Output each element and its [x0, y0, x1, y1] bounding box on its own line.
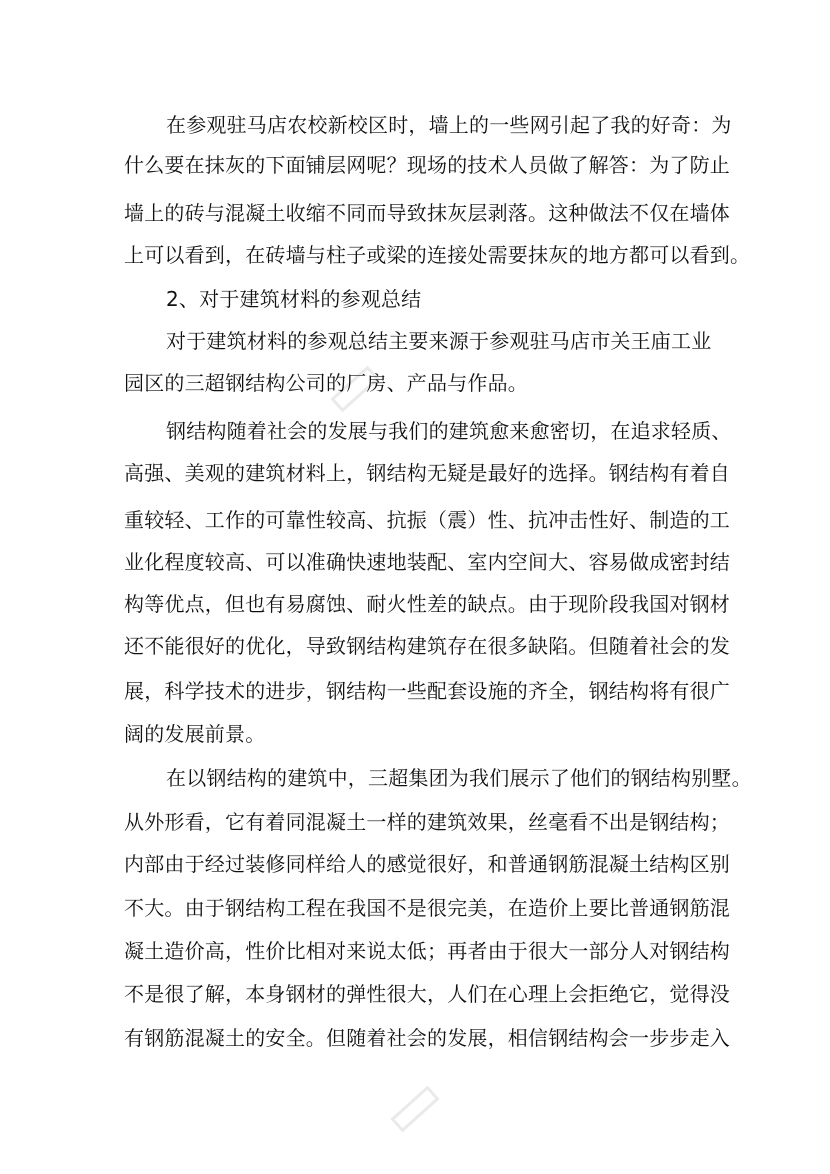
paragraph-4-line-4: 不大。由于钢结构工程在我国不是很完美，在造价上要比普通钢筋混	[124, 896, 730, 920]
paragraph-3-line-6: 还不能很好的优化，导致钢结构建筑存在很多缺陷。但随着社会的发	[124, 634, 730, 658]
paragraph-3-line-5: 构等优点，但也有易腐蚀、耐火性差的缺点。由于现阶段我国对钢材	[124, 592, 730, 616]
paragraph-1-line-4: 上可以看到，在砖墙与柱子或梁的连接处需要抹灰的地方都可以看到。	[124, 243, 751, 267]
paragraph-4-line-1: 在以钢结构的建筑中，三超集团为我们展示了他们的钢结构别墅。	[166, 766, 752, 790]
watermark-bottom	[390, 1086, 439, 1133]
paragraph-3-line-8: 阔的发展前景。	[124, 722, 266, 746]
section-heading: 2、对于建筑材料的参观总结	[166, 287, 422, 311]
paragraph-4-line-5: 凝土造价高，性价比相对来说太低；再者由于很大一部分人对钢结构	[124, 939, 730, 963]
paragraph-1-line-3: 墙上的砖与混凝土收缩不同而导致抹灰层剥落。这种做法不仅在墙体	[124, 201, 730, 225]
paragraph-1-line-2: 什么要在抹灰的下面铺层网呢？现场的技术人员做了解答：为了防止	[124, 153, 730, 177]
paragraph-2-line-2: 园区的三超钢结构公司的厂房、产品与作品。	[124, 371, 528, 395]
paragraph-4-line-6: 不是很了解，本身钢材的弹性很大，人们在心理上会拒绝它，觉得没	[124, 982, 730, 1006]
paragraph-4-line-2: 从外形看，它有着同混凝土一样的建筑效果，丝毫看不出是钢结构；	[124, 810, 730, 834]
paragraph-3-line-7: 展，科学技术的进步，钢结构一些配套设施的齐全，钢结构将有很广	[124, 679, 730, 703]
paragraph-4-line-7: 有钢筋混凝土的安全。但随着社会的发展，相信钢结构会一步步走入	[124, 1026, 730, 1050]
paragraph-2-line-1: 对于建筑材料的参观总结主要来源于参观驻马店市关王庙工业	[166, 329, 712, 353]
paragraph-1-line-1: 在参观驻马店农校新校区时，墙上的一些网引起了我的好奇：为	[166, 113, 732, 137]
paragraph-3-line-4: 业化程度较高、可以准确快速地装配、室内空间大、容易做成密封结	[124, 550, 730, 574]
paragraph-4-line-3: 内部由于经过装修同样给人的感觉很好，和普通钢筋混凝土结构区别	[124, 852, 730, 876]
paragraph-3-line-3: 重较轻、工作的可靠性较高、抗振（震）性、抗冲击性好、制造的工	[124, 508, 730, 532]
paragraph-3-line-1: 钢结构随着社会的发展与我们的建筑愈来愈密切，在追求轻质、	[166, 419, 732, 443]
paragraph-3-line-2: 高强、美观的建筑材料上，钢结构无疑是最好的选择。钢结构有着自	[124, 461, 730, 485]
